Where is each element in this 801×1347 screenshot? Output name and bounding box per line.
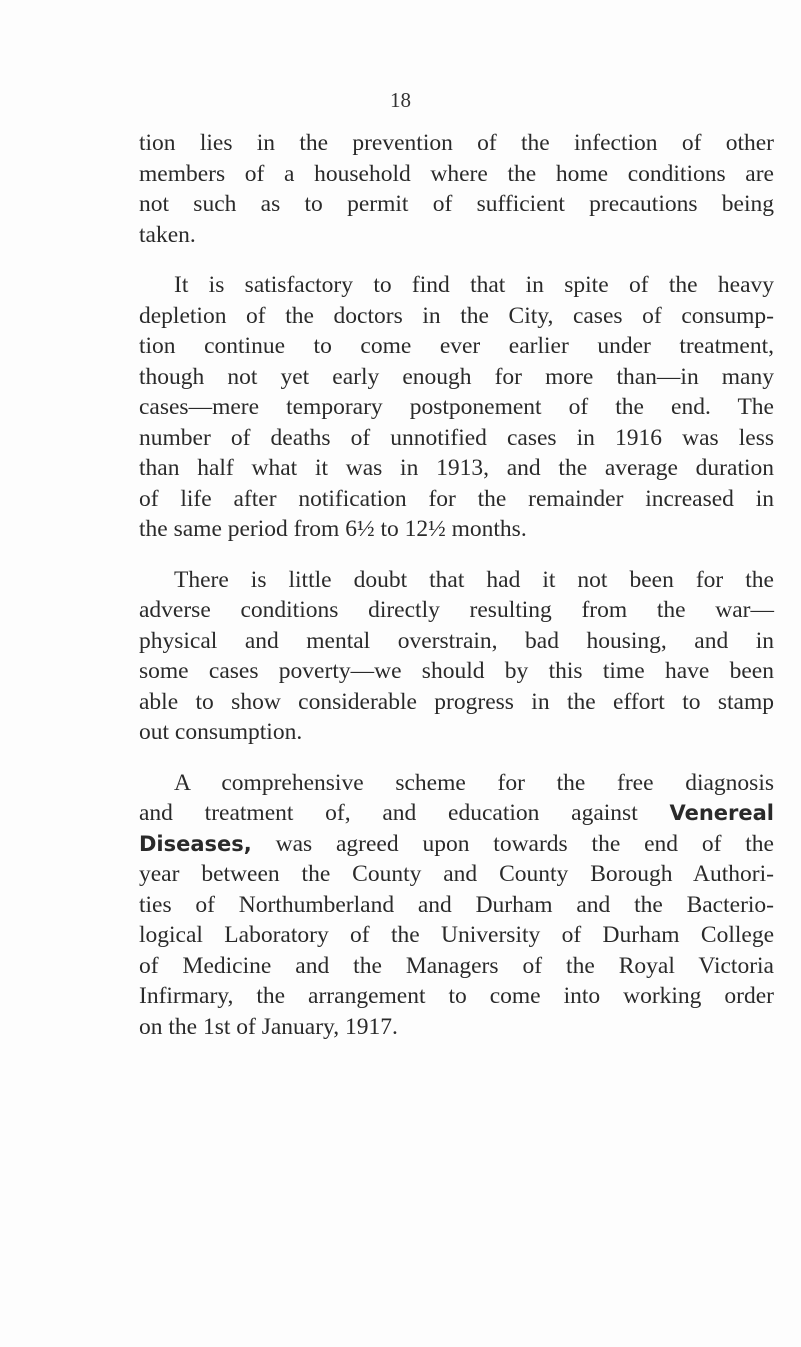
emphasis-venereal: Venereal — [669, 801, 774, 825]
text-fragment: and treatment of, and education against — [139, 800, 670, 826]
text-line: out consumption. — [139, 719, 303, 745]
text-line: taken. — [139, 221, 196, 248]
text-line — [139, 829, 774, 860]
text-line: of life after notification for the remainder increased in — [139, 485, 774, 512]
text-line: tion lies in the prevention of the infection of other — [139, 130, 774, 156]
text-line: ties of Northumberland and Durham and the Bacterio- — [139, 891, 774, 918]
text-line: There is little doubt that had it not been for the — [174, 566, 774, 593]
emphasis-diseases: Diseases, — [139, 831, 252, 856]
text-line: able to show considerable progress in the effort to stamp — [139, 688, 774, 715]
text-line: adverse conditions directly resulting from the war— — [139, 597, 774, 623]
text-line: physical and mental overstrain, bad housing, and in — [139, 627, 774, 654]
text-line: the same period from 6½ to 12½ months. — [139, 516, 527, 542]
text-line: though not yet early enough for more than—in many — [139, 363, 774, 390]
text-fragment: was agreed upon towards the end of the — [251, 830, 774, 857]
text-line: cases—mere temporary postponement of the end. The — [139, 394, 774, 420]
body-text — [139, 128, 774, 1062]
text-line: members of a household where the home conditions are — [139, 160, 774, 187]
text-line: number of deaths of unnotified cases in 1916 was less — [139, 424, 774, 451]
text-line: Infirmary, the arrangement to come into working order — [139, 983, 774, 1009]
paragraph-1 — [139, 128, 774, 250]
text-line: depletion of the doctors in the City, cases of consump- — [139, 302, 774, 329]
text-line: not such as to permit of sufficient precautions being — [139, 191, 774, 217]
text-line: A comprehensive scheme for the free diagnosis — [174, 769, 774, 796]
paragraph-4 — [139, 768, 774, 1043]
paragraph-3 — [139, 565, 774, 748]
text-line: some cases poverty—we should by this time have been — [139, 658, 774, 684]
text-line: year between the County and County Borough Authori- — [139, 861, 774, 887]
text-line: of Medicine and the Managers of the Royal Victoria — [139, 952, 774, 979]
text-line: than half what it was in 1913, and the average duration — [139, 455, 774, 481]
text-line — [139, 798, 774, 829]
paragraph-2 — [139, 270, 774, 545]
page-number: 18 — [390, 88, 411, 112]
text-line: on the 1st of January, 1917. — [139, 1013, 398, 1040]
text-line: logical Laboratory of the University of Durham College — [139, 922, 774, 948]
text-line: It is satisfactory to find that in spite of the heavy — [174, 272, 774, 298]
text-line: tion continue to come ever earlier under treatment, — [139, 333, 774, 359]
